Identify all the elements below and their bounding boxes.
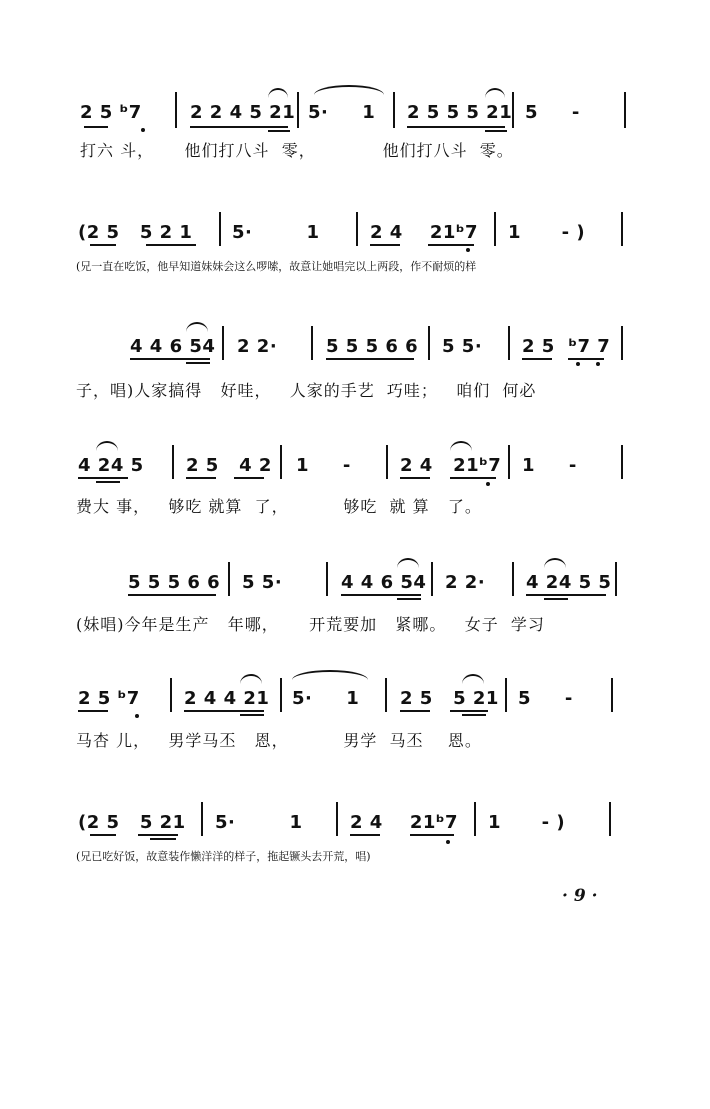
barline	[228, 562, 230, 596]
measure-notes: 1 - )	[488, 812, 566, 833]
measure-notes: 5 5 5 6 6	[326, 336, 419, 357]
low-octave-dot	[135, 714, 139, 718]
barline	[311, 326, 313, 360]
lyrics-line: 费大 事， 够吃 就算 了， 够吃 就 算 了。	[76, 497, 482, 516]
tie-arc	[96, 441, 118, 451]
tie-arc	[314, 85, 384, 95]
underline-beat	[370, 244, 400, 246]
underline-beat	[462, 714, 486, 716]
underline-beat	[268, 130, 290, 132]
underline-beat	[410, 834, 454, 836]
measure-notes: 5 -	[518, 688, 573, 709]
barline	[494, 212, 496, 246]
underline-beat	[450, 710, 488, 712]
measure-notes: 4 4 6 54	[130, 336, 216, 357]
measure-notes: 2 2·	[237, 336, 278, 357]
tie-arc	[485, 88, 505, 98]
measure-notes: 1 -	[522, 455, 577, 476]
underline-beat	[78, 710, 108, 712]
barline	[222, 326, 224, 360]
measure-notes: 5 5 5 6 6	[128, 572, 221, 593]
measure-notes: 2 4 21ᵇ7	[370, 222, 479, 243]
tie-arc	[544, 558, 566, 568]
underline-beat	[186, 477, 216, 479]
barline	[508, 445, 510, 479]
underline-beat	[138, 834, 178, 836]
underline-beat	[400, 710, 430, 712]
underline-beat	[128, 594, 216, 596]
underline-beat	[78, 477, 128, 479]
underline-beat	[150, 838, 176, 840]
tie-arc	[397, 558, 419, 568]
underline-beat	[146, 244, 196, 246]
low-octave-dot	[576, 362, 580, 366]
underline-beat	[130, 358, 210, 360]
barline	[505, 678, 507, 712]
low-octave-dot	[466, 248, 470, 252]
measure-notes: 5· 1	[232, 222, 320, 243]
underline-beat	[526, 594, 606, 596]
low-octave-dot	[141, 128, 145, 132]
measure-notes: 2 5 5 5 21	[407, 102, 513, 123]
underline-beat	[397, 598, 421, 600]
barline	[336, 802, 338, 836]
underline-beat	[186, 362, 210, 364]
barline	[386, 445, 388, 479]
barline	[385, 678, 387, 712]
lyrics-line: 打六 斗， 他们打八斗 零， 他们打八斗 零。	[80, 141, 514, 160]
underline-beat	[326, 358, 414, 360]
underline-beat	[485, 130, 507, 132]
measure-notes: 2 5 5 21	[400, 688, 499, 709]
barline	[621, 326, 623, 360]
barline	[175, 92, 177, 128]
low-octave-dot	[446, 840, 450, 844]
barline	[170, 678, 172, 712]
measure-notes: 1 -	[296, 455, 351, 476]
underline-beat	[184, 710, 264, 712]
underline-beat	[90, 834, 116, 836]
page-number: · 9 ·	[562, 886, 598, 906]
measure-notes: (2 5 5 21	[78, 812, 186, 833]
measure-notes: 5 5·	[442, 336, 483, 357]
barline	[356, 212, 358, 246]
underline-beat	[428, 244, 474, 246]
low-octave-dot	[596, 362, 600, 366]
underline-beat	[234, 477, 264, 479]
underline-beat	[450, 477, 496, 479]
barline	[431, 562, 433, 596]
underline-beat	[544, 598, 568, 600]
barline	[428, 326, 430, 360]
barline	[611, 678, 613, 712]
measure-notes: 5 5·	[242, 572, 283, 593]
tie-arc	[240, 674, 262, 684]
measure-notes: 2 5 4 2	[186, 455, 272, 476]
barline	[508, 326, 510, 360]
underline-beat	[190, 126, 288, 128]
measure-notes: 4 24 5 5	[526, 572, 612, 593]
measure-notes: 2 4 21ᵇ7	[350, 812, 459, 833]
underline-beat	[350, 834, 380, 836]
barline	[393, 92, 395, 128]
lyrics-line: (妹唱)今年是生产 年哪， 开荒要加 紧哪。 女子 学习	[76, 615, 545, 634]
measure-notes: 2 4 21ᵇ7	[400, 455, 502, 476]
barline	[201, 802, 203, 836]
measure-notes: 2 2 4 5 21	[190, 102, 296, 123]
underline-beat	[568, 358, 604, 360]
barline	[624, 92, 626, 128]
barline	[615, 562, 617, 596]
stage-direction: (兄已吃好饭，故意装作懒洋洋的样子，拖起镢头去开荒，唱)	[76, 850, 371, 863]
barline	[297, 92, 299, 128]
measure-notes: 5· 1	[292, 688, 360, 709]
measure-notes: 5 -	[525, 102, 580, 123]
barline	[609, 802, 611, 836]
lyrics-line: 子，唱)人家搞得 好哇， 人家的手艺 巧哇； 咱们 何必	[76, 381, 537, 400]
stage-direction: (兄一直在吃饭，他早知道妹妹会这么啰嗦，故意让她唱完以上两段，作不耐烦的样	[76, 260, 477, 273]
barline	[219, 212, 221, 246]
barline	[326, 562, 328, 596]
underline-beat	[84, 126, 108, 128]
measure-notes: 2 5 ᵇ7	[78, 688, 140, 709]
barline	[621, 445, 623, 479]
barline	[280, 678, 282, 712]
measure-notes: 4 4 6 54	[341, 572, 427, 593]
tie-arc	[292, 670, 368, 680]
barline	[474, 802, 476, 836]
measure-notes: 2 4 4 21	[184, 688, 270, 709]
underline-beat	[400, 477, 430, 479]
tie-arc	[462, 674, 484, 684]
barline	[621, 212, 623, 246]
measure-notes: 4 24 5	[78, 455, 144, 476]
measure-notes: 2 5 ᵇ7 7	[522, 336, 611, 357]
tie-arc	[450, 441, 472, 451]
barline	[512, 92, 514, 128]
underline-beat	[240, 714, 264, 716]
barline	[280, 445, 282, 479]
barline	[172, 445, 174, 479]
measure-notes: 2 5 ᵇ7	[80, 102, 142, 123]
measure-notes: 5· 1	[215, 812, 303, 833]
tie-arc	[186, 322, 208, 332]
underline-beat	[341, 594, 421, 596]
tie-arc	[268, 88, 288, 98]
measure-notes: 5· 1	[308, 102, 376, 123]
barline	[512, 562, 514, 596]
underline-beat	[522, 358, 552, 360]
underline-beat	[96, 481, 120, 483]
measure-notes: 2 2·	[445, 572, 486, 593]
low-octave-dot	[486, 482, 490, 486]
lyrics-line: 马杏 儿， 男学马丕 恩， 男学 马丕 恩。	[76, 731, 482, 750]
measure-notes: (2 5 5 2 1	[78, 222, 193, 243]
underline-beat	[90, 244, 116, 246]
measure-notes: 1 - )	[508, 222, 586, 243]
underline-beat	[407, 126, 505, 128]
